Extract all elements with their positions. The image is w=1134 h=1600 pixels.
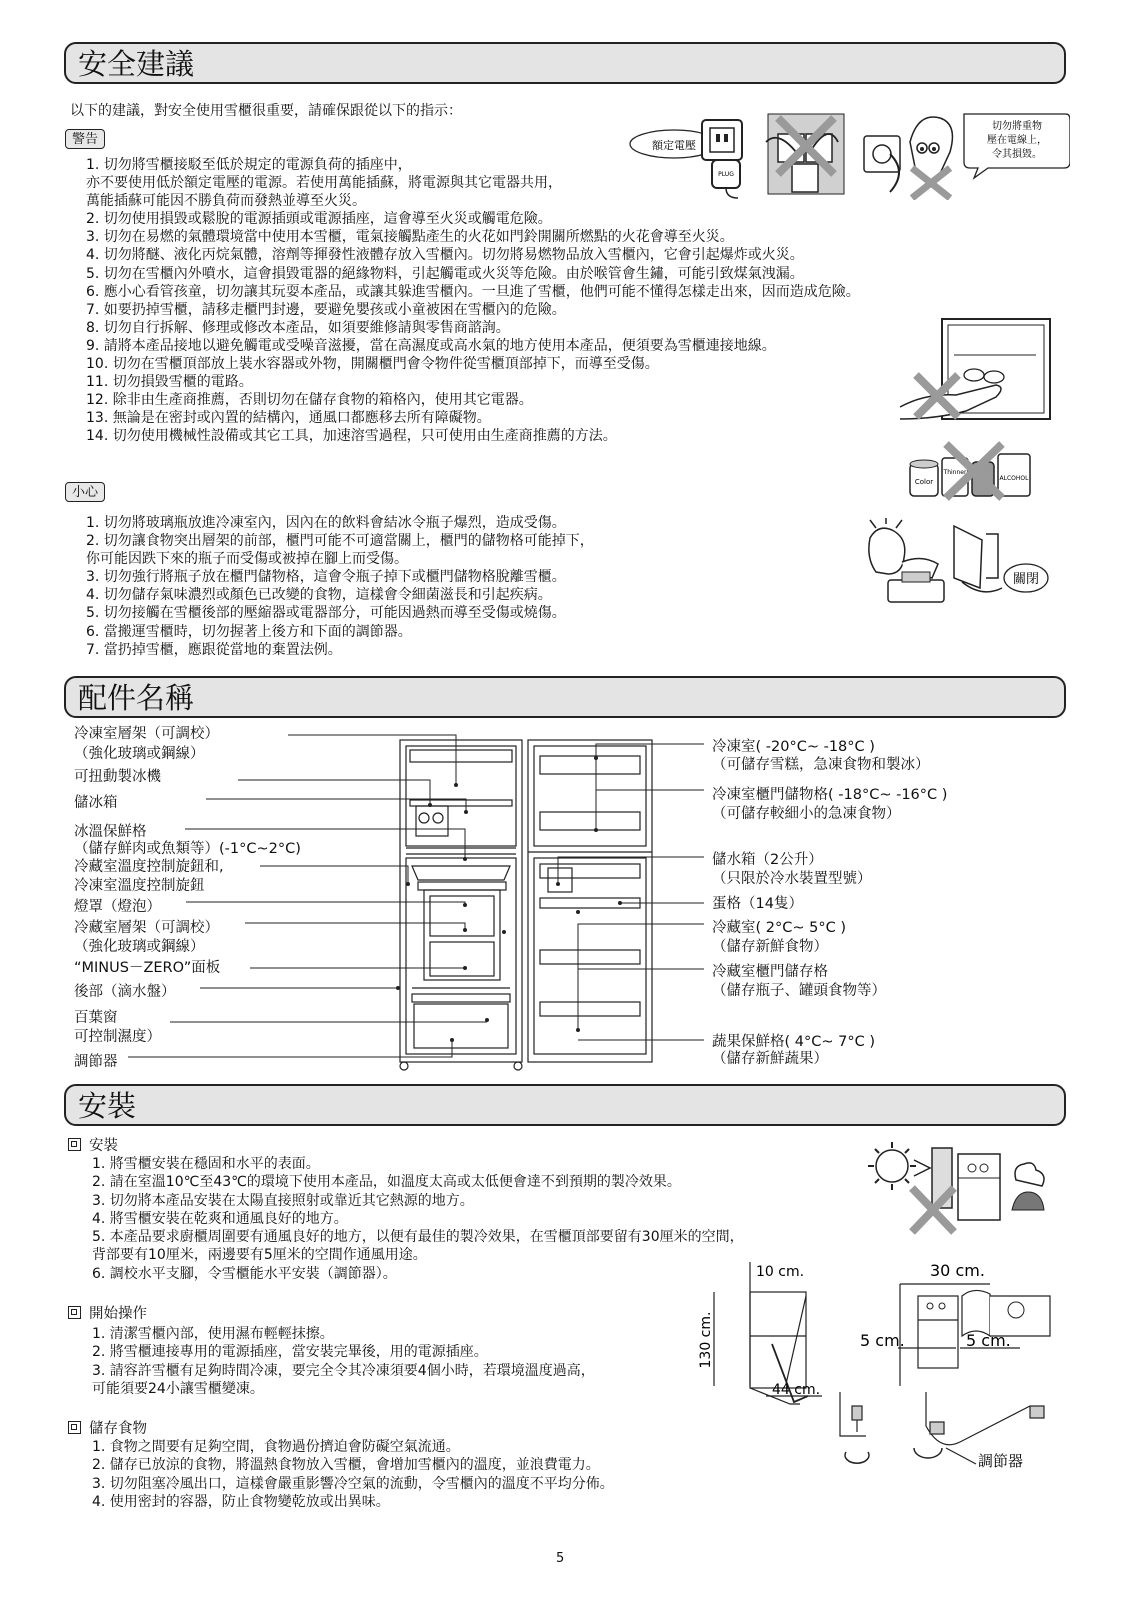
part-label-right: 冷凍室櫃門儲物格( -18°C~ -16°C ) xyxy=(712,787,948,803)
list-item: 4. 切勿儲存氣味濃烈或顏色已改變的食物，這樣會令細菌滋長和引起疾病。 xyxy=(86,587,552,604)
fridge-parts-diagram xyxy=(0,720,1134,1080)
part-label-right: 蔬果保鮮格( 4°C~ 7°C ) xyxy=(712,1034,875,1050)
part-label-left: 冰溫保鮮格 xyxy=(74,824,147,840)
part-label-right: 冷凍室( -20°C~ -18°C ) xyxy=(712,739,875,755)
section-title: 安裝 xyxy=(78,1089,137,1123)
list-item: 你可能因跌下來的瓶子而受傷或被掉在腳上而受傷。 xyxy=(86,551,408,568)
safety-intro: 以下的建議，對安全使用雪櫃很重要，請確保跟從以下的指示： xyxy=(70,103,462,119)
list-item: 10. 切勿在雪櫃頂部放上裝水容器或外物，開關櫃門會令物件從雪櫃頂部掉下，而導至受傷。 xyxy=(86,356,659,373)
list-item: 2. 切勿使用損毀或鬆脫的電源插頭或電源插座，這會導至火災或觸電危險。 xyxy=(86,211,552,228)
alcohol-bottle-label: ALCOHOL xyxy=(999,475,1029,482)
part-label-right: （儲存新鮮蔬果） xyxy=(712,1051,828,1067)
list-item: 13. 無論是在密封或內置的結構內，通風口都應移去所有障礙物。 xyxy=(86,410,491,427)
storage-subheading xyxy=(68,1417,147,1438)
color-can-label: Color xyxy=(914,478,934,486)
section-header-safety xyxy=(64,42,1066,84)
part-label-left: （儲存鮮肉或魚類等）(-1°C~2°C) xyxy=(74,841,301,857)
section-header-parts xyxy=(64,676,1066,718)
sun-heat-illustration xyxy=(866,1140,1052,1236)
list-item: 14. 切勿使用機械性設備或其它工具，加速溶雪過程，只可使用由生產商推薦的方法。 xyxy=(86,428,617,445)
caution-tag: 小心 xyxy=(65,482,105,502)
list-item: 4. 將雪櫃安裝在乾爽和通風良好的地方。 xyxy=(92,1210,348,1227)
list-item: 2. 請在室溫10℃至43℃的環境下使用本產品，如溫度太高或太低便會達不到預期的製冷效果。 xyxy=(92,1174,681,1191)
checkbox-icon xyxy=(68,1306,81,1319)
part-label-left: 儲冰箱 xyxy=(74,795,118,811)
list-item: 1. 切勿將玻璃瓶放進冷凍室內，因內在的飲料會結冰令瓶子爆烈，造成受傷。 xyxy=(86,515,566,531)
part-label-left: 可控制濕度） xyxy=(74,1029,161,1045)
list-item: 6. 應小心看管孩童，切勿讓其玩耍本產品，或讓其躲進雪櫃內。一旦進了雪櫃，他們可能不懂得怎樣走出來，因而造成危險。 xyxy=(86,283,860,300)
list-item: 3. 切勿將本產品安裝在太陽直接照射或靠近其它熱源的地方。 xyxy=(92,1192,474,1209)
cord-note-line: 壓在電線上， xyxy=(987,135,1047,146)
install-subheading xyxy=(68,1134,118,1155)
subheading-text: 安裝 xyxy=(89,1138,118,1154)
part-label-left: 調節器 xyxy=(74,1054,118,1070)
list-item: 5. 切勿接觸在雪櫃後部的壓縮器或電器部分，可能因過熱而導至受傷或燒傷。 xyxy=(86,605,566,622)
checkbox-icon xyxy=(68,1138,81,1151)
warning-tag: 警告 xyxy=(65,129,105,149)
part-label-right: （儲存瓶子、罐頭食物等） xyxy=(712,983,886,999)
part-label-left: （強化玻璃或鋼線） xyxy=(74,939,205,955)
list-item: 可能須要24小讓雪櫃變凍。 xyxy=(92,1380,264,1397)
list-item: 3. 切勿阻塞冷風出口，這樣會嚴重影響冷空氣的流動，令雪櫃內的溫度不平均分佈。 xyxy=(92,1475,614,1492)
list-item: 7. 當扔掉雪櫃，應跟從當地的棄置法例。 xyxy=(86,641,342,658)
dimension-height: 130 cm. xyxy=(698,1311,714,1369)
list-item: 6. 調校水平支腳，令雪櫃能水平安裝（調節器）。 xyxy=(92,1265,397,1282)
part-label-right: （只限於冷水裝置型號） xyxy=(712,871,872,887)
part-label-left: 冷藏室溫度控制旋鈕和, xyxy=(74,859,224,875)
part-label-right: 蛋格（14隻） xyxy=(712,896,803,912)
storage-list xyxy=(92,1438,614,1511)
list-item: 3. 切勿強行將瓶子放在櫃門儲物格，這會令瓶子掉下或櫃門儲物格脫離雪櫃。 xyxy=(86,569,566,586)
cord-note-line: 令其損毀。 xyxy=(992,149,1042,160)
list-item: 2. 將雪櫃連接專用的電源插座，當安裝完畢後，用的電源插座。 xyxy=(92,1344,488,1361)
list-item: 2. 儲存已放涼的食物，將溫熱食物放入雪櫃，會增加雪櫃內的溫度，並浪費電力。 xyxy=(92,1457,600,1474)
subheading-text: 開始操作 xyxy=(89,1306,147,1322)
list-item: 3. 請容許雪櫃有足夠時間冷凍，要完全令其冷凍須要4個小時，若環境溫度過高， xyxy=(92,1362,595,1379)
section-title: 安全建議 xyxy=(78,47,195,81)
list-item: 1. 將雪櫃安裝在穩固和水平的表面。 xyxy=(92,1156,320,1172)
chemicals-illustration xyxy=(906,440,1036,502)
clearance-diagram xyxy=(690,1256,1056,1546)
part-label-right: 冷藏室櫃門儲存格 xyxy=(712,964,828,980)
part-label-left: 冷凍室層架（可調校） xyxy=(74,726,219,742)
part-label-right: （可儲存較細小的急凍食物） xyxy=(712,806,901,822)
section-header-install xyxy=(64,1084,1066,1126)
subheading-text: 儲存食物 xyxy=(89,1421,147,1437)
list-item: 4. 切勿將醚、液化丙烷氣體，溶劑等揮發性液體存放入雪櫃內。切勿將易燃物品放入雪櫃內，它會引起爆炸或火災。 xyxy=(86,247,804,264)
caution-list xyxy=(86,514,594,659)
list-item: 2. 切勿讓食物突出層架的前部，櫃門可能不可適當關上，櫃門的儲物格可能掉下， xyxy=(86,533,594,550)
part-label-left: “MINUS－ZERO”面板 xyxy=(74,960,221,976)
list-item: 1. 切勿將雪櫃接駁至低於規定的電源負荷的插座中， xyxy=(86,157,412,173)
operation-subheading xyxy=(68,1302,147,1323)
close-door-illustration xyxy=(862,518,1050,606)
plug-illustration xyxy=(628,112,1070,200)
list-item: 3. 切勿在易燃的氣體環境當中使用本雪櫃，電氣接觸點產生的火花如門鈴開關所燃點的火花會導至火災。 xyxy=(86,229,734,246)
list-item: 亦不要使用低於額定電壓的電源。若使用萬能插蘇，將電源與其它電器共用， xyxy=(86,175,562,192)
thinner-can-label: Thinner xyxy=(943,469,967,476)
dimension-depth: 44 cm. xyxy=(772,1382,821,1398)
list-item: 萬能插蘇可能因不勝負荷而發熱並導至火災。 xyxy=(86,193,366,210)
page-number: 5 xyxy=(556,1551,565,1566)
list-item: 11. 切勿損毀雪櫃的電路。 xyxy=(86,374,253,391)
list-item: 7. 如要扔掉雪櫃，請移走櫃門封邊，要避免嬰孩或小童被困在雪櫃內的危險。 xyxy=(86,301,566,318)
list-item: 4. 使用密封的容器，防止食物變乾放或出異味。 xyxy=(92,1493,390,1510)
adjuster-label: 調節器 xyxy=(978,1452,1024,1470)
list-item: 5. 本產品要求廚櫃周圍要有通風良好的地方，以便有最佳的製冷效果，在雪櫃頂部要留有30厘米的空間， xyxy=(92,1229,744,1246)
part-label-right: （可儲存雪糕，急凍食物和製冰） xyxy=(712,757,930,773)
checkbox-icon xyxy=(68,1421,81,1434)
part-label-right: 冷藏室( 2°C~ 5°C ) xyxy=(712,920,846,936)
list-item: 8. 切勿自行拆解、修理或修改本產品，如須要維修請與零售商諮詢。 xyxy=(86,319,510,336)
install-list xyxy=(92,1155,744,1283)
list-item: 6. 當搬運雪櫃時，切勿握著上後方和下面的調節器。 xyxy=(86,623,412,640)
dimension-top: 30 cm. xyxy=(930,1261,985,1280)
part-label-left: 可扭動製冰機 xyxy=(74,769,161,785)
list-item: 1. 清潔雪櫃內部，使用濕布輕輕抹擦。 xyxy=(92,1326,334,1342)
part-label-left: （強化玻璃或鋼線） xyxy=(74,746,205,762)
dimension-back: 10 cm. xyxy=(756,1264,805,1280)
list-item: 1. 食物之間要有足夠空間，食物過份擠迫會防礙空氣流通。 xyxy=(92,1439,460,1455)
part-label-right: 儲水箱（2公升） xyxy=(712,852,823,868)
part-label-left: 冷藏室層架（可調校） xyxy=(74,920,219,936)
operation-list xyxy=(92,1325,595,1398)
plug-label: PLUG xyxy=(718,171,734,178)
list-item: 5. 切勿在雪櫃內外噴水，這會損毀電器的絕緣物料，引起觸電或火災等危險。由於喉管會生鏽，可能引致煤氣洩漏。 xyxy=(86,265,804,282)
part-label-left: 冷凍室溫度控制旋鈕 xyxy=(74,878,205,894)
dimension-side-left: 5 cm. xyxy=(860,1331,905,1350)
part-label-left: 後部（滴水盤） xyxy=(74,984,176,1000)
close-label: 關閉 xyxy=(1012,572,1040,587)
list-item: 9. 請將本產品接地以避免觸電或受噪音滋擾，當在高濕度或高水氣的地方使用本產品，便須要為雪櫃連接地線。 xyxy=(86,337,776,354)
section-title: 配件名稱 xyxy=(78,681,195,715)
rated-voltage-label: 額定電壓 xyxy=(652,139,696,152)
list-item: 背部要有10厘米，兩邊要有5厘米的空間作通風用途。 xyxy=(92,1247,427,1264)
part-label-left: 百葉窗 xyxy=(74,1010,118,1026)
cord-note-line: 切勿將重物 xyxy=(992,121,1042,132)
part-label-left: 燈罩（燈泡） xyxy=(74,899,161,915)
fridge-top-illustration xyxy=(896,315,1056,425)
part-label-right: （儲存新鮮食物） xyxy=(712,939,828,955)
dimension-side-right: 5 cm. xyxy=(966,1331,1011,1350)
list-item: 12. 除非由生產商推薦，否則切勿在儲存食物的箱格內，使用其它電器。 xyxy=(86,392,533,409)
